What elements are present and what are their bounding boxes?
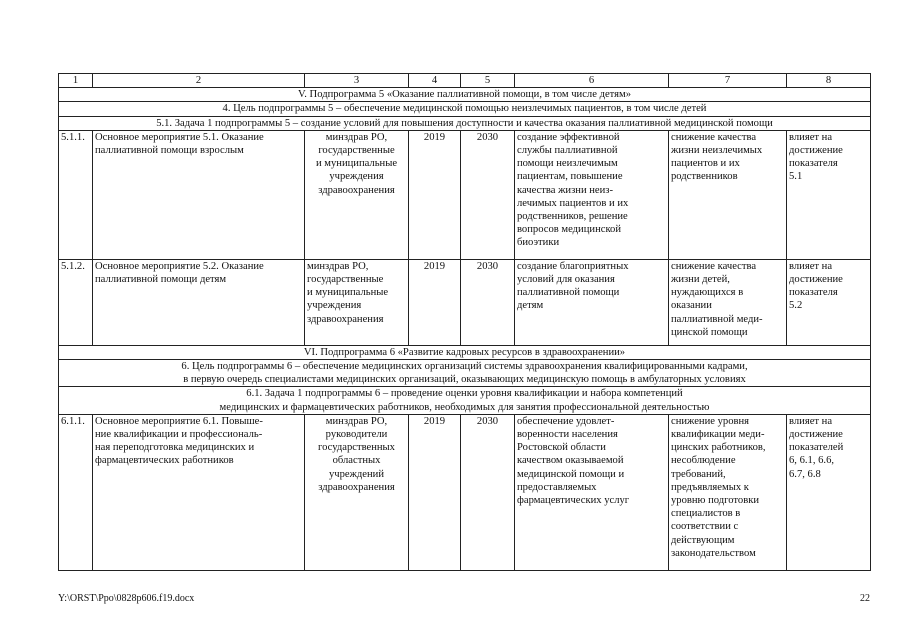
start-year: 2019 xyxy=(409,259,461,345)
consequence-line: квалификации меди- xyxy=(671,429,765,441)
activity-name: Основное мероприятие 5.2. Оказание паллиативной помощи детям xyxy=(93,259,305,345)
executor-cell xyxy=(305,414,409,570)
header-cell-4: 4 xyxy=(409,74,461,88)
result-line: качеством оказываемой xyxy=(517,455,624,467)
link-line: 6, 6.1, 6.6, xyxy=(789,455,835,467)
goal-line: 6. Цель подпрограммы 6 – обеспечение медицинских организаций системы здравоохранения квалифицированными кадрами, xyxy=(181,361,748,373)
link-line: влияет на xyxy=(789,131,833,143)
header-cell-1: 1 xyxy=(59,74,93,88)
executor-line: государственные xyxy=(307,274,384,286)
consequence-line: соответствии с xyxy=(671,521,739,533)
result-line: помощи неизлечимым xyxy=(517,158,618,170)
expected-result-cell xyxy=(515,259,669,345)
subprogram-5-title-row xyxy=(59,88,871,102)
result-line: создание благоприятных xyxy=(517,260,629,272)
result-line: биоэтики xyxy=(517,237,560,249)
subprogram-5-task: 5.1. Задача 1 подпрограммы 5 – создание условий для повышения доступности и качества оказания паллиативной медицинской помощи xyxy=(59,116,871,130)
page-number: 22 xyxy=(860,593,870,604)
link-line: 6.7, 6.8 xyxy=(789,468,821,480)
result-line: вопросов медицинской xyxy=(517,224,622,236)
executor-line: руководители xyxy=(325,429,388,441)
indicator-link-cell xyxy=(787,259,871,345)
activity-name-cell xyxy=(93,414,305,570)
consequence-line: нуждающихся в xyxy=(671,287,744,299)
activity-name: Основное мероприятие 5.1. Оказание паллиативной помощи взрослым xyxy=(93,130,305,259)
row-number: 5.1.1. xyxy=(59,130,93,259)
consequence-line: законодательством xyxy=(671,547,756,559)
consequence-line: цинской помощи xyxy=(671,326,748,338)
program-table xyxy=(58,73,871,571)
link-line: показателей xyxy=(789,442,844,454)
link-line: достижение xyxy=(789,274,843,286)
result-line: Ростовской области xyxy=(517,442,606,454)
expected-result-cell xyxy=(515,130,669,259)
consequence-line: действующим xyxy=(671,534,735,546)
activity-line: фармацевтических работников xyxy=(95,455,234,467)
consequence-line: предъявляемых к xyxy=(671,481,749,493)
consequence-line: паллиативной меди- xyxy=(671,313,763,325)
link-line: 5.1 xyxy=(789,171,803,183)
subprogram-6-goal-row xyxy=(59,360,871,387)
row-number: 5.1.2. xyxy=(59,259,93,345)
subprogram-6-title: VI. Подпрограмма 6 «Развитие кадровых ресурсов в здравоохранении» xyxy=(59,345,871,359)
result-line: родственников, решение xyxy=(517,211,628,223)
header-cell-6: 6 xyxy=(515,74,669,88)
header-cell-2: 2 xyxy=(93,74,305,88)
table-row xyxy=(59,130,871,259)
start-year: 2019 xyxy=(409,414,461,570)
result-line: пациентам, повышение xyxy=(517,171,623,183)
executor-cell xyxy=(305,130,409,259)
row-number: 6.1.1. xyxy=(59,414,93,570)
executor-line: здравоохранения xyxy=(318,481,395,493)
goal-line: в первую очередь специалистами медицинских организаций, оказывающих медицинскую помощь в амбулаторных условиях xyxy=(183,374,746,386)
consequence-line: цинских работников, xyxy=(671,442,766,454)
consequence-line: оказании xyxy=(671,300,712,312)
end-year: 2030 xyxy=(461,414,515,570)
consequence-line: жизни детей, xyxy=(671,274,730,286)
consequence-line: родственников xyxy=(671,171,738,183)
subprogram-6-goal xyxy=(59,360,871,387)
executor-line: здравоохранения xyxy=(318,184,395,196)
executor-cell xyxy=(305,259,409,345)
consequence-line: жизни неизлечимых xyxy=(671,145,763,157)
result-line: фармацевтических услуг xyxy=(517,495,630,507)
executor-line: учреждения xyxy=(307,300,362,312)
activity-line: ная переподготовка медицинских и xyxy=(95,442,255,454)
table-row xyxy=(59,414,871,570)
result-line: детям xyxy=(517,300,544,312)
executor-line: учреждений xyxy=(328,468,385,480)
executor-line: минздрав РО, xyxy=(325,415,388,427)
start-year: 2019 xyxy=(409,130,461,259)
task-line: медицинских и фармацевтических работников, необходимых для занятия профессиональной деятельностью xyxy=(219,401,710,413)
subprogram-5-goal: 4. Цель подпрограммы 5 – обеспечение медицинской помощью неизлечимых пациентов, в том числе детей xyxy=(59,102,871,116)
consequence-line: снижение качества xyxy=(671,260,757,272)
consequence-line: несоблюдение xyxy=(671,455,736,467)
executor-line: здравоохранения xyxy=(307,313,384,325)
consequence-cell xyxy=(669,414,787,570)
subprogram-6-title-row xyxy=(59,345,871,359)
consequence-line: требований, xyxy=(671,468,726,480)
subprogram-5-goal-row xyxy=(59,102,871,116)
subprogram-6-task xyxy=(59,387,871,414)
link-line: влияет на xyxy=(789,415,833,427)
end-year: 2030 xyxy=(461,259,515,345)
task-line: 6.1. Задача 1 подпрограммы 6 – проведение оценки уровня квалификации и набора компетенций xyxy=(246,388,683,400)
executor-line: минздрав РО, xyxy=(325,131,388,143)
header-cell-8: 8 xyxy=(787,74,871,88)
executor-line: государственные xyxy=(318,145,395,157)
result-line: обеспечение удовлет- xyxy=(517,415,615,427)
consequence-cell xyxy=(669,130,787,259)
result-line: лечимых пациентов и их xyxy=(517,197,629,209)
consequence-line: уровню подготовки xyxy=(671,495,760,507)
executor-line: и муниципальные xyxy=(307,287,389,299)
consequence-line: пациентов и их xyxy=(671,158,740,170)
table-header-row xyxy=(59,74,871,88)
consequence-line: специалистов в xyxy=(671,508,741,520)
subprogram-6-task-row xyxy=(59,387,871,414)
result-line: службы паллиативной xyxy=(517,145,618,157)
result-line: качества жизни неиз- xyxy=(517,184,614,196)
link-line: показателя xyxy=(789,287,838,299)
indicator-link-cell xyxy=(787,414,871,570)
link-line: 5.2 xyxy=(789,300,803,312)
header-cell-7: 7 xyxy=(669,74,787,88)
subprogram-5-task-row xyxy=(59,116,871,130)
link-line: показателя xyxy=(789,158,838,170)
subprogram-5-title: V. Подпрограмма 5 «Оказание паллиативной помощи, в том числе детям» xyxy=(59,88,871,102)
executor-line: минздрав РО, xyxy=(307,260,369,272)
expected-result-cell xyxy=(515,414,669,570)
link-line: влияет на xyxy=(789,260,833,272)
consequence-line: снижение уровня xyxy=(671,415,750,427)
result-line: предоставляемых xyxy=(517,481,597,493)
header-cell-3: 3 xyxy=(305,74,409,88)
link-line: достижение xyxy=(789,429,843,441)
result-line: воренности населения xyxy=(517,429,618,441)
end-year: 2030 xyxy=(461,130,515,259)
result-line: медицинской помощи и xyxy=(517,468,625,480)
executor-line: областных xyxy=(332,455,381,467)
table-row xyxy=(59,259,871,345)
header-cell-5: 5 xyxy=(461,74,515,88)
activity-line: Основное мероприятие 6.1. Повыше- xyxy=(95,415,263,427)
activity-line: ние квалификации и профессиональ- xyxy=(95,429,263,441)
executor-line: государственных xyxy=(318,442,395,454)
footer-file-path: Y:\ORST\Ppo\0828p606.f19.docx xyxy=(58,593,195,604)
consequence-cell xyxy=(669,259,787,345)
result-line: создание эффективной xyxy=(517,131,620,143)
link-line: достижение xyxy=(789,145,843,157)
result-line: условий для оказания xyxy=(517,274,615,286)
executor-line: и муниципальные xyxy=(315,158,398,170)
executor-line: учреждения xyxy=(329,171,384,183)
consequence-line: снижение качества xyxy=(671,131,757,143)
result-line: паллиативной помощи xyxy=(517,287,620,299)
indicator-link-cell xyxy=(787,130,871,259)
